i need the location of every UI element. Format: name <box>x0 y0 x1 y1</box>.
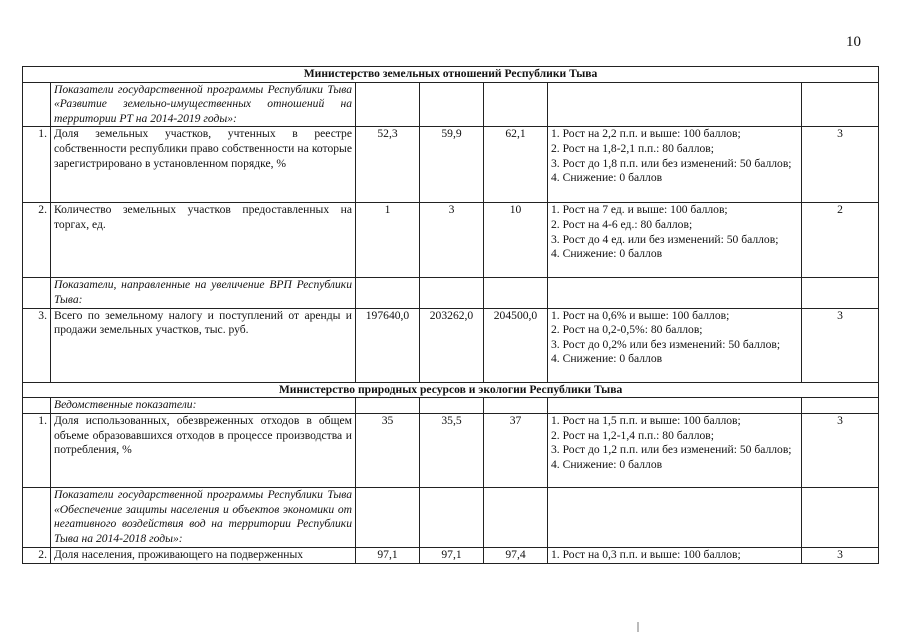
section-header: Министерство земельных отношений Республики Тыва <box>23 67 879 83</box>
empty-cell <box>23 488 51 548</box>
row-number: 2. <box>23 548 51 564</box>
indicator-name: Доля земельных участков, учтенных в реестре собственности республики право собственности на которые зарегистрировано в установленном порядке, % <box>51 127 356 203</box>
empty-cell <box>356 82 420 127</box>
indicator-row <box>23 203 879 278</box>
row-number: 2. <box>23 203 51 278</box>
criteria-cell <box>548 548 802 564</box>
value-3: 10 <box>484 203 548 278</box>
empty-cell <box>548 488 802 548</box>
indicator-name: Всего по земельному налогу и поступлений от аренды и продажи земельных участков, тыс. руб. <box>51 308 356 382</box>
value-2: 3 <box>420 203 484 278</box>
empty-cell <box>802 488 879 548</box>
value-1: 35 <box>356 414 420 488</box>
subheader-row <box>23 278 879 308</box>
empty-cell <box>23 398 51 414</box>
criteria-cell <box>548 308 802 382</box>
empty-cell <box>548 278 802 308</box>
criteria-line: 4. Снижение: 0 баллов <box>551 247 663 261</box>
criteria-cell <box>548 127 802 203</box>
value-1: 52,3 <box>356 127 420 203</box>
criteria-line: 2. Рост на 4-6 ед.: 80 баллов; <box>551 217 693 231</box>
criteria-line: 3. Рост до 0,2% или без изменений: 50 баллов; <box>551 337 781 351</box>
empty-cell <box>802 278 879 308</box>
criteria-line: 2. Рост на 0,2-0,5%: 80 баллов; <box>551 323 703 337</box>
row-number: 1. <box>23 127 51 203</box>
indicators-table <box>22 66 879 564</box>
indicator-row <box>23 308 879 382</box>
criteria-line: 1. Рост на 7 ед. и выше: 100 баллов; <box>551 203 728 217</box>
criteria-line: 1. Рост на 1,5 п.п. и выше: 100 баллов; <box>551 414 741 428</box>
criteria-line: 3. Рост до 4 ед. или без изменений: 50 баллов; <box>551 232 779 246</box>
value-3: 97,4 <box>484 548 548 564</box>
score: 3 <box>802 414 879 488</box>
criteria-line: 1. Рост на 0,3 п.п. и выше: 100 баллов; <box>551 548 741 562</box>
criteria-line: 4. Снижение: 0 баллов <box>551 457 663 471</box>
score: 3 <box>802 308 879 382</box>
empty-cell <box>356 488 420 548</box>
value-1: 197640,0 <box>356 308 420 382</box>
value-3: 204500,0 <box>484 308 548 382</box>
criteria-line: 3. Рост до 1,2 п.п. или без изменений: 50 баллов; <box>551 443 792 457</box>
criteria-line: 1. Рост на 2,2 п.п. и выше: 100 баллов; <box>551 127 741 141</box>
empty-cell <box>484 488 548 548</box>
row-number: 1. <box>23 414 51 488</box>
section-header-row <box>23 67 879 83</box>
empty-cell <box>802 398 879 414</box>
criteria-cell <box>548 414 802 488</box>
empty-cell <box>484 82 548 127</box>
value-2: 203262,0 <box>420 308 484 382</box>
indicator-name: Количество земельных участков предоставленных на торгах, ед. <box>51 203 356 278</box>
criteria-cell <box>548 203 802 278</box>
empty-cell <box>484 278 548 308</box>
section-header: Министерство природных ресурсов и экологии Республики Тыва <box>23 382 879 398</box>
subheader-text: Ведомственные показатели: <box>51 398 356 414</box>
subheader-text: Показатели государственной программы Республики Тыва «Обеспечение защиты населения и объектов экономики от негативного воздействия вод на территории Республики Тыва на 2014-2018 годы»: <box>51 488 356 548</box>
criteria-line: 4. Снижение: 0 баллов <box>551 352 663 366</box>
criteria-line: 2. Рост на 1,2-1,4 п.п.: 80 баллов; <box>551 428 714 442</box>
empty-cell <box>802 82 879 127</box>
scan-speck <box>637 622 639 632</box>
criteria-line: 3. Рост до 1,8 п.п. или без изменений: 50 баллов; <box>551 156 792 170</box>
empty-cell <box>420 398 484 414</box>
page-number: 10 <box>846 34 861 50</box>
empty-cell <box>23 82 51 127</box>
empty-cell <box>23 278 51 308</box>
value-2: 97,1 <box>420 548 484 564</box>
subheader-row <box>23 398 879 414</box>
subheader-row <box>23 82 879 127</box>
empty-cell <box>484 398 548 414</box>
score: 3 <box>802 127 879 203</box>
empty-cell <box>548 398 802 414</box>
section-header-row <box>23 382 879 398</box>
criteria-line: 1. Рост на 0,6% и выше: 100 баллов; <box>551 308 730 322</box>
indicator-name: Доля населения, проживающего на подверженных <box>51 548 356 564</box>
indicator-row <box>23 127 879 203</box>
subheader-text: Показатели, направленные на увеличение ВРП Республики Тыва: <box>51 278 356 308</box>
subheader-row <box>23 488 879 548</box>
row-number: 3. <box>23 308 51 382</box>
empty-cell <box>420 278 484 308</box>
value-2: 35,5 <box>420 414 484 488</box>
score: 3 <box>802 548 879 564</box>
value-3: 37 <box>484 414 548 488</box>
criteria-line: 2. Рост на 1,8-2,1 п.п.: 80 баллов; <box>551 141 714 155</box>
empty-cell <box>356 278 420 308</box>
empty-cell <box>420 82 484 127</box>
value-1: 97,1 <box>356 548 420 564</box>
value-2: 59,9 <box>420 127 484 203</box>
indicator-name: Доля использованных, обезвреженных отходов в общем объеме образовавшихся отходов в процессе производства и потребления, % <box>51 414 356 488</box>
empty-cell <box>356 398 420 414</box>
indicator-row <box>23 548 879 564</box>
empty-cell <box>420 488 484 548</box>
indicator-row <box>23 414 879 488</box>
empty-cell <box>548 82 802 127</box>
criteria-line: 4. Снижение: 0 баллов <box>551 171 663 185</box>
score: 2 <box>802 203 879 278</box>
value-1: 1 <box>356 203 420 278</box>
subheader-text: Показатели государственной программы Республики Тыва «Развитие земельно-имущественных отношений на территории РТ на 2014-2019 годы»: <box>51 82 356 127</box>
value-3: 62,1 <box>484 127 548 203</box>
